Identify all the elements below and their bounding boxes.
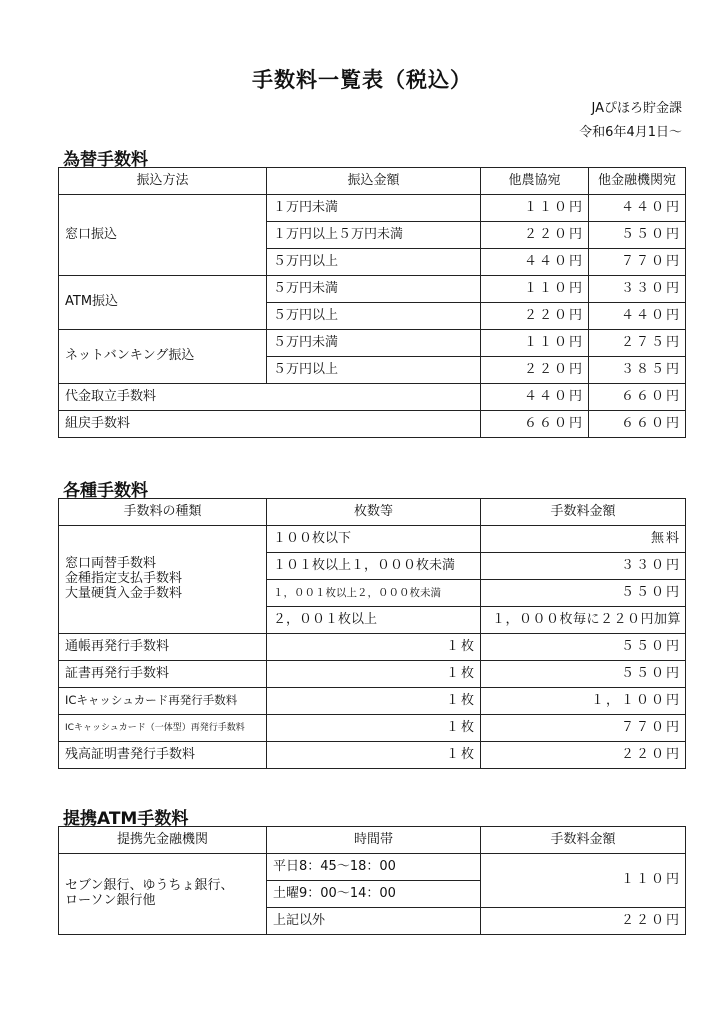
fee-other-ja: １１０円: [481, 276, 589, 303]
fee-other-bank: ５５０円: [589, 222, 686, 249]
time-slot-cell: 土曜9：00～14：00: [267, 881, 481, 908]
return-fee-label: 組戻手数料: [59, 411, 481, 438]
table-row: [59, 742, 686, 769]
section-heading-misc: 各種手数料: [63, 481, 148, 501]
fee-type-label: 証書再発行手数料: [59, 661, 267, 688]
quantity-cell: １００枚以下: [267, 526, 481, 553]
collection-fee-label: 代金取立手数料: [59, 384, 481, 411]
group-window-transfer: 窓口振込: [59, 195, 267, 276]
header-time-slot: 時間帯: [267, 827, 481, 854]
fee-other-ja: ２２０円: [481, 303, 589, 330]
table-row: [59, 276, 686, 303]
quantity-cell: １枚: [267, 661, 481, 688]
fee-other-bank: ４４０円: [589, 195, 686, 222]
section-heading-transfer: 為替手数料: [63, 150, 148, 170]
quantity-cell: １枚: [267, 742, 481, 769]
quantity-cell: １枚: [267, 634, 481, 661]
issuer-name: JAぴほろ貯金課: [591, 101, 682, 116]
fee-cell: 無料: [481, 526, 686, 553]
amount-cell: ５万円以上: [267, 249, 481, 276]
fee-other-bank: ６６０円: [589, 411, 686, 438]
header-other-bank: 他金融機関宛: [589, 168, 686, 195]
amount-cell: ５万円未満: [267, 276, 481, 303]
misc-fee-table: [58, 498, 686, 769]
table-row: [59, 688, 686, 715]
fee-other-ja: ４４０円: [481, 384, 589, 411]
amount-cell: １万円未満: [267, 195, 481, 222]
fee-cell: ２２０円: [481, 742, 686, 769]
fee-other-bank: ６６０円: [589, 384, 686, 411]
section-heading-partner-atm: 提携ATM手数料: [63, 809, 189, 829]
fee-other-ja: １１０円: [481, 330, 589, 357]
table-row: [59, 330, 686, 357]
fee-type-label: ICキャッシュカード再発行手数料: [59, 688, 267, 715]
group-atm-transfer: ATM振込: [59, 276, 267, 330]
table-row: [59, 384, 686, 411]
header-quantity: 枚数等: [267, 499, 481, 526]
fee-other-bank: ２７５円: [589, 330, 686, 357]
partner-banks-label: セブン銀行、ゆうちょ銀行、 ローソン銀行他: [59, 854, 267, 935]
partner-atm-fee-table: [58, 826, 686, 935]
fee-cell: ７７０円: [481, 715, 686, 742]
header-other-ja: 他農協宛: [481, 168, 589, 195]
fee-type-label: 通帳再発行手数料: [59, 634, 267, 661]
group-exchange-fees: 窓口両替手数料 金種指定支払手数料 大量硬貨入金手数料: [59, 526, 267, 634]
quantity-cell: １，００１枚以上２，０００枚未満: [267, 580, 481, 607]
fee-other-ja: ４４０円: [481, 249, 589, 276]
table-row: [59, 526, 686, 553]
table-row: [59, 854, 686, 881]
fee-other-bank: ３３０円: [589, 276, 686, 303]
table-row: [59, 661, 686, 688]
fee-other-ja: １１０円: [481, 195, 589, 222]
fee-cell: １１０円: [481, 854, 686, 908]
table-row: [59, 715, 686, 742]
time-slot-cell: 上記以外: [267, 908, 481, 935]
fee-other-ja: ６６０円: [481, 411, 589, 438]
table-header-row: [59, 168, 686, 195]
table-row: [59, 411, 686, 438]
table-row: [59, 195, 686, 222]
fee-other-bank: ３８５円: [589, 357, 686, 384]
amount-cell: ５万円以上: [267, 303, 481, 330]
fee-other-ja: ２２０円: [481, 357, 589, 384]
effective-date: 令和6年4月1日～: [579, 125, 682, 140]
fee-cell: ３３０円: [481, 553, 686, 580]
amount-cell: ５万円未満: [267, 330, 481, 357]
transfer-fee-table: [58, 167, 686, 438]
table-header-row: [59, 827, 686, 854]
quantity-cell: １０１枚以上１，０００枚未満: [267, 553, 481, 580]
fee-other-ja: ２２０円: [481, 222, 589, 249]
fee-cell: ５５０円: [481, 661, 686, 688]
fee-other-bank: ７７０円: [589, 249, 686, 276]
amount-cell: １万円以上５万円未満: [267, 222, 481, 249]
table-header-row: [59, 499, 686, 526]
header-fee-type: 手数料の種類: [59, 499, 267, 526]
header-partner: 提携先金融機関: [59, 827, 267, 854]
fee-cell: ５５０円: [481, 580, 686, 607]
amount-cell: ５万円以上: [267, 357, 481, 384]
fee-other-bank: ４４０円: [589, 303, 686, 330]
page-title: 手数料一覧表（税込）: [252, 68, 472, 92]
fee-cell: ２２０円: [481, 908, 686, 935]
fee-cell: １，０００枚毎に２２０円加算: [481, 607, 686, 634]
fee-cell: ５５０円: [481, 634, 686, 661]
group-net-banking-transfer: ネットバンキング振込: [59, 330, 267, 384]
header-fee-amount: 手数料金額: [481, 827, 686, 854]
quantity-cell: １枚: [267, 688, 481, 715]
table-row: [59, 634, 686, 661]
fee-type-label: 残高証明書発行手数料: [59, 742, 267, 769]
quantity-cell: ２，００１枚以上: [267, 607, 481, 634]
time-slot-cell: 平日8：45～18：00: [267, 854, 481, 881]
quantity-cell: １枚: [267, 715, 481, 742]
fee-type-label: ICキャッシュカード（一体型）再発行手数料: [59, 715, 267, 742]
fee-cell: １，１００円: [481, 688, 686, 715]
header-amount: 振込金額: [267, 168, 481, 195]
header-method: 振込方法: [59, 168, 267, 195]
header-fee-amount: 手数料金額: [481, 499, 686, 526]
